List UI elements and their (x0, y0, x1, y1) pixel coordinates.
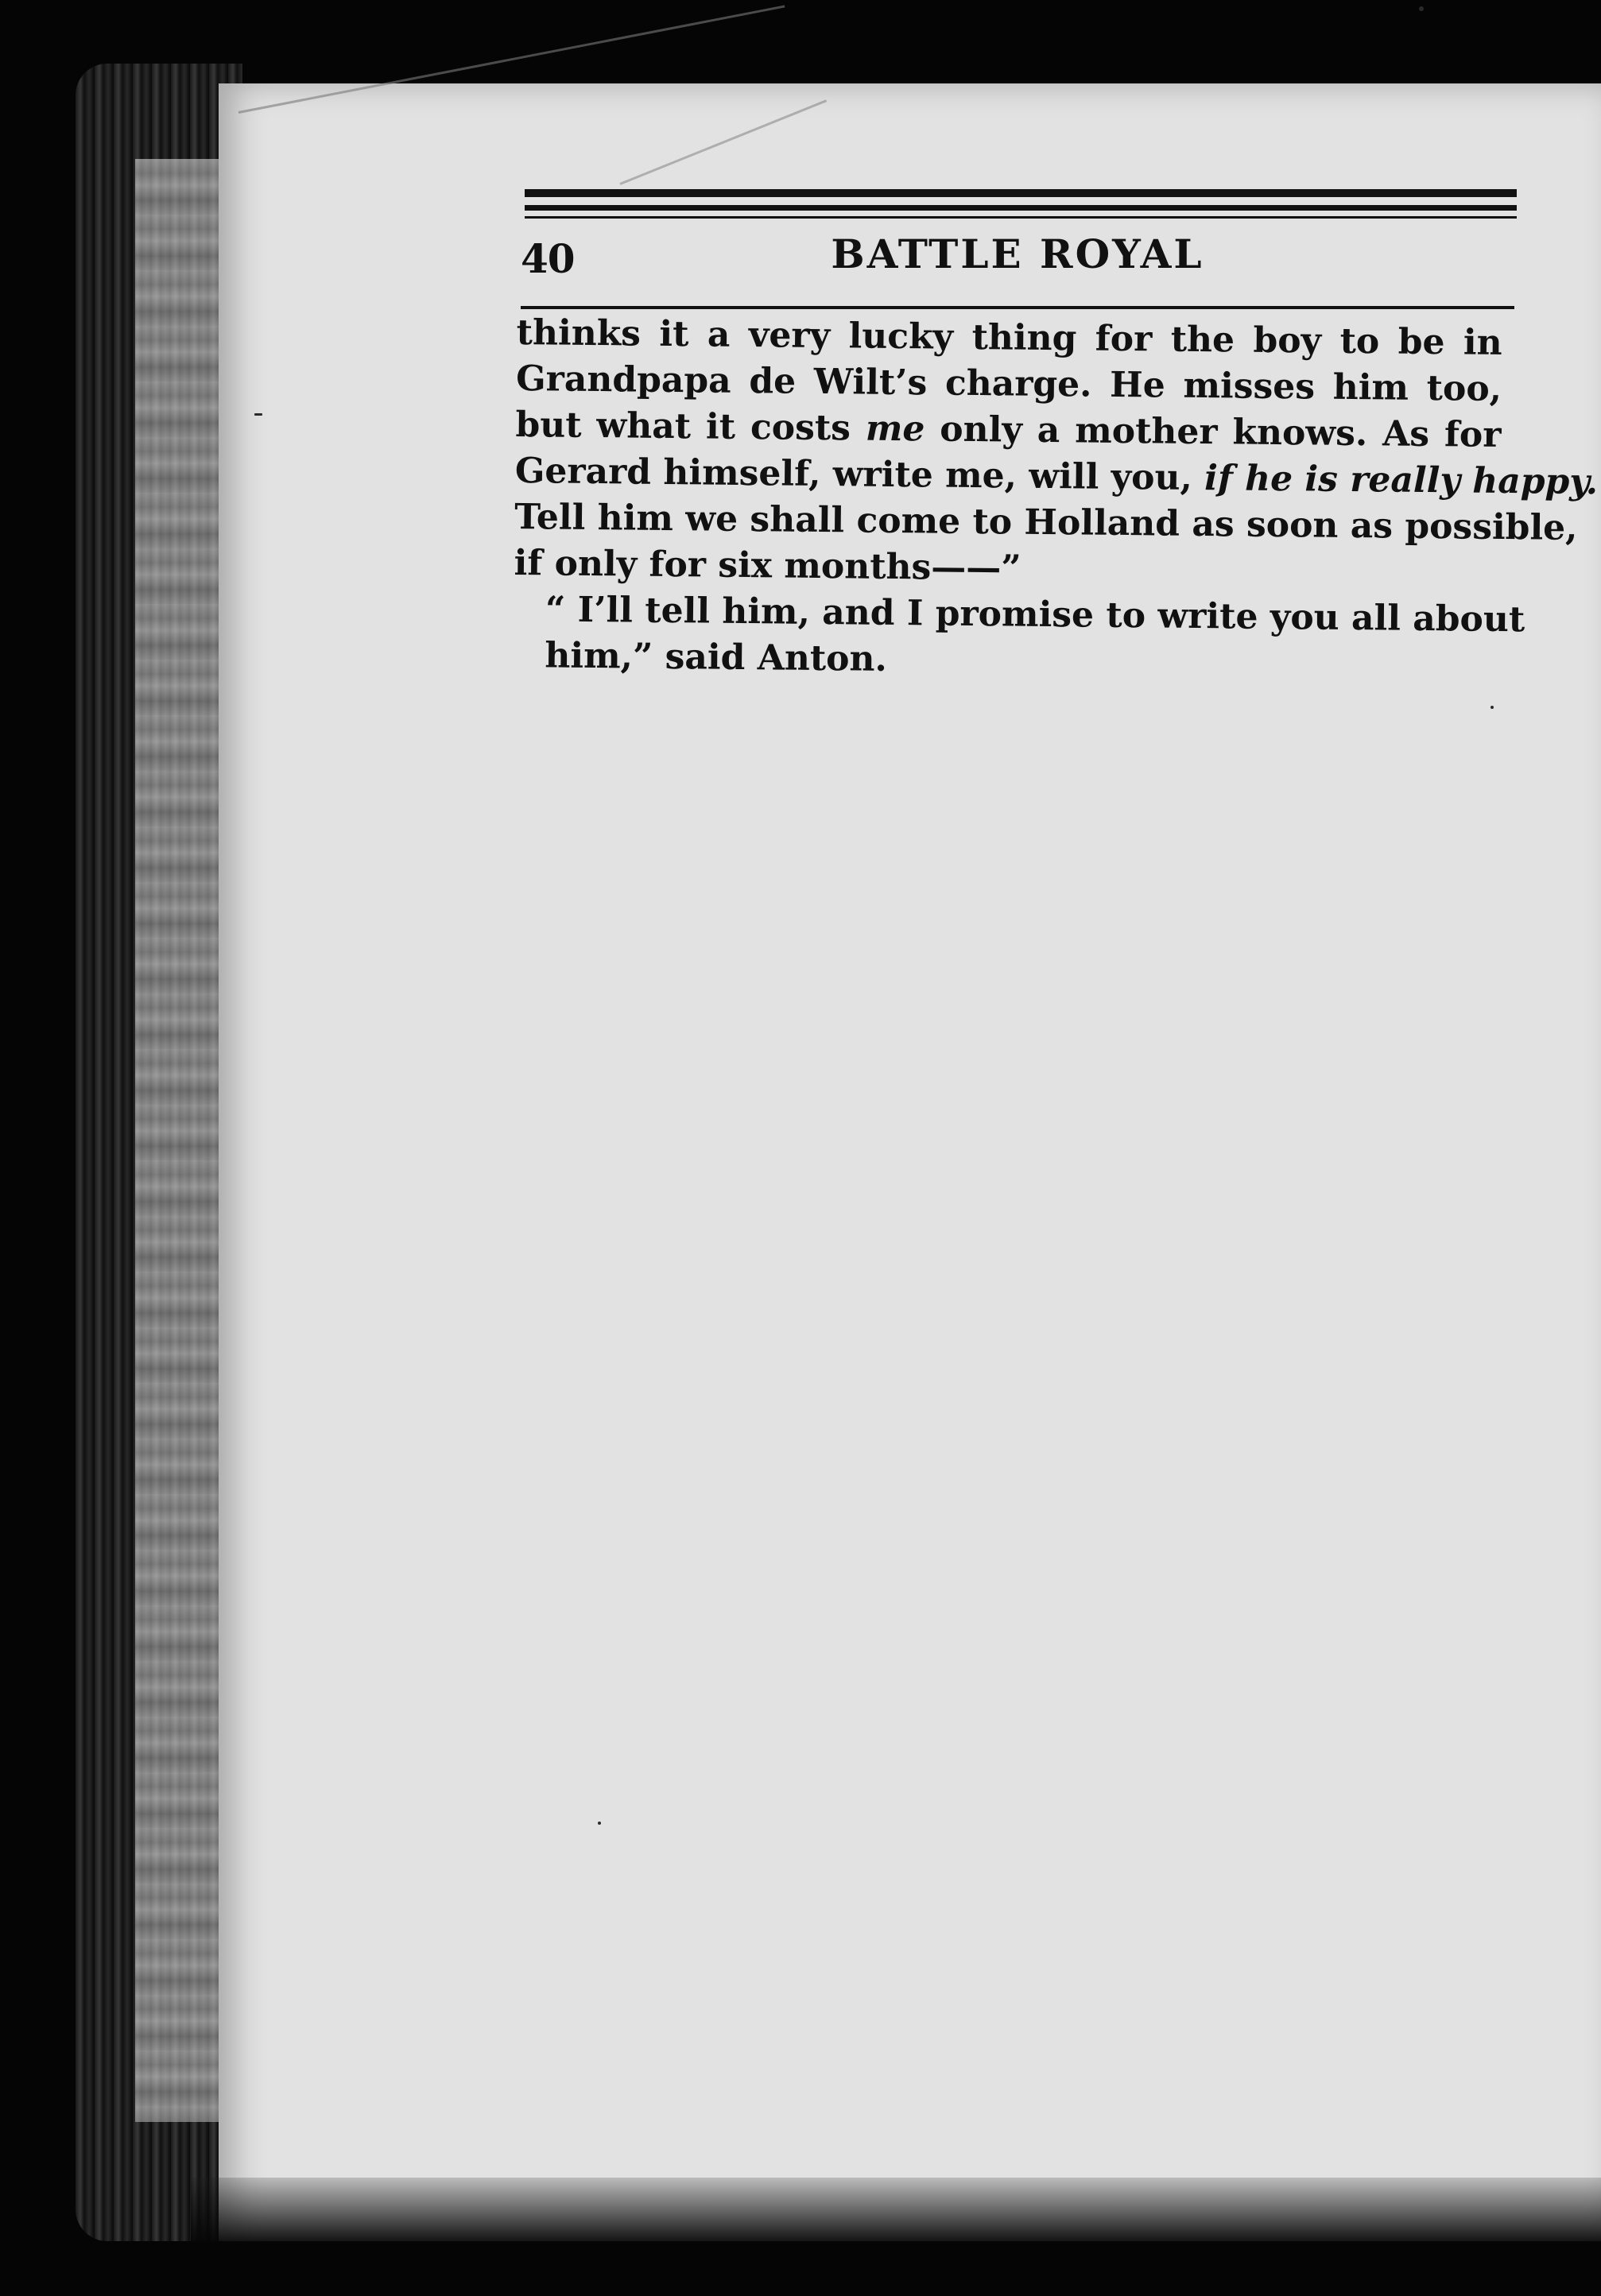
page-number: 40 (521, 235, 575, 282)
dust-speck (1419, 6, 1424, 11)
dust-speck (1491, 706, 1494, 709)
text-run: but what it costs (515, 404, 866, 449)
italic-text: if he is really happy. (1204, 458, 1599, 503)
text-run: only a mother knows. As for (925, 408, 1502, 455)
body-text (513, 310, 1599, 689)
dust-speck (254, 413, 262, 416)
page-bottom-shadow (191, 2178, 1601, 2296)
header-bottom-rule (521, 306, 1514, 309)
text-run: Gerard himself, write me, will you, (514, 450, 1205, 499)
header-rule (525, 216, 1517, 219)
paragraph (514, 310, 1599, 597)
text-line: thinks it a very lucky thing for the boy to be in (516, 312, 1502, 363)
running-title: BATTLE ROYAL (831, 230, 1204, 277)
text-line: Tell him we shall come to Holland as soon as possible, (514, 496, 1578, 548)
header-rule (525, 189, 1517, 197)
text-line: if only for six months——” (514, 542, 1021, 589)
text-line: him,” said Anton. (545, 635, 888, 680)
dust-speck (598, 1822, 601, 1825)
text-line: Grandpapa de Wilt’s charge. He misses him too, (515, 358, 1502, 409)
running-head (521, 230, 1514, 294)
paragraph (513, 587, 1525, 689)
header-rule (525, 205, 1517, 211)
italic-text: me (865, 408, 925, 450)
text-line: “ I’ll tell him, and I promise to write you all about (545, 589, 1525, 641)
